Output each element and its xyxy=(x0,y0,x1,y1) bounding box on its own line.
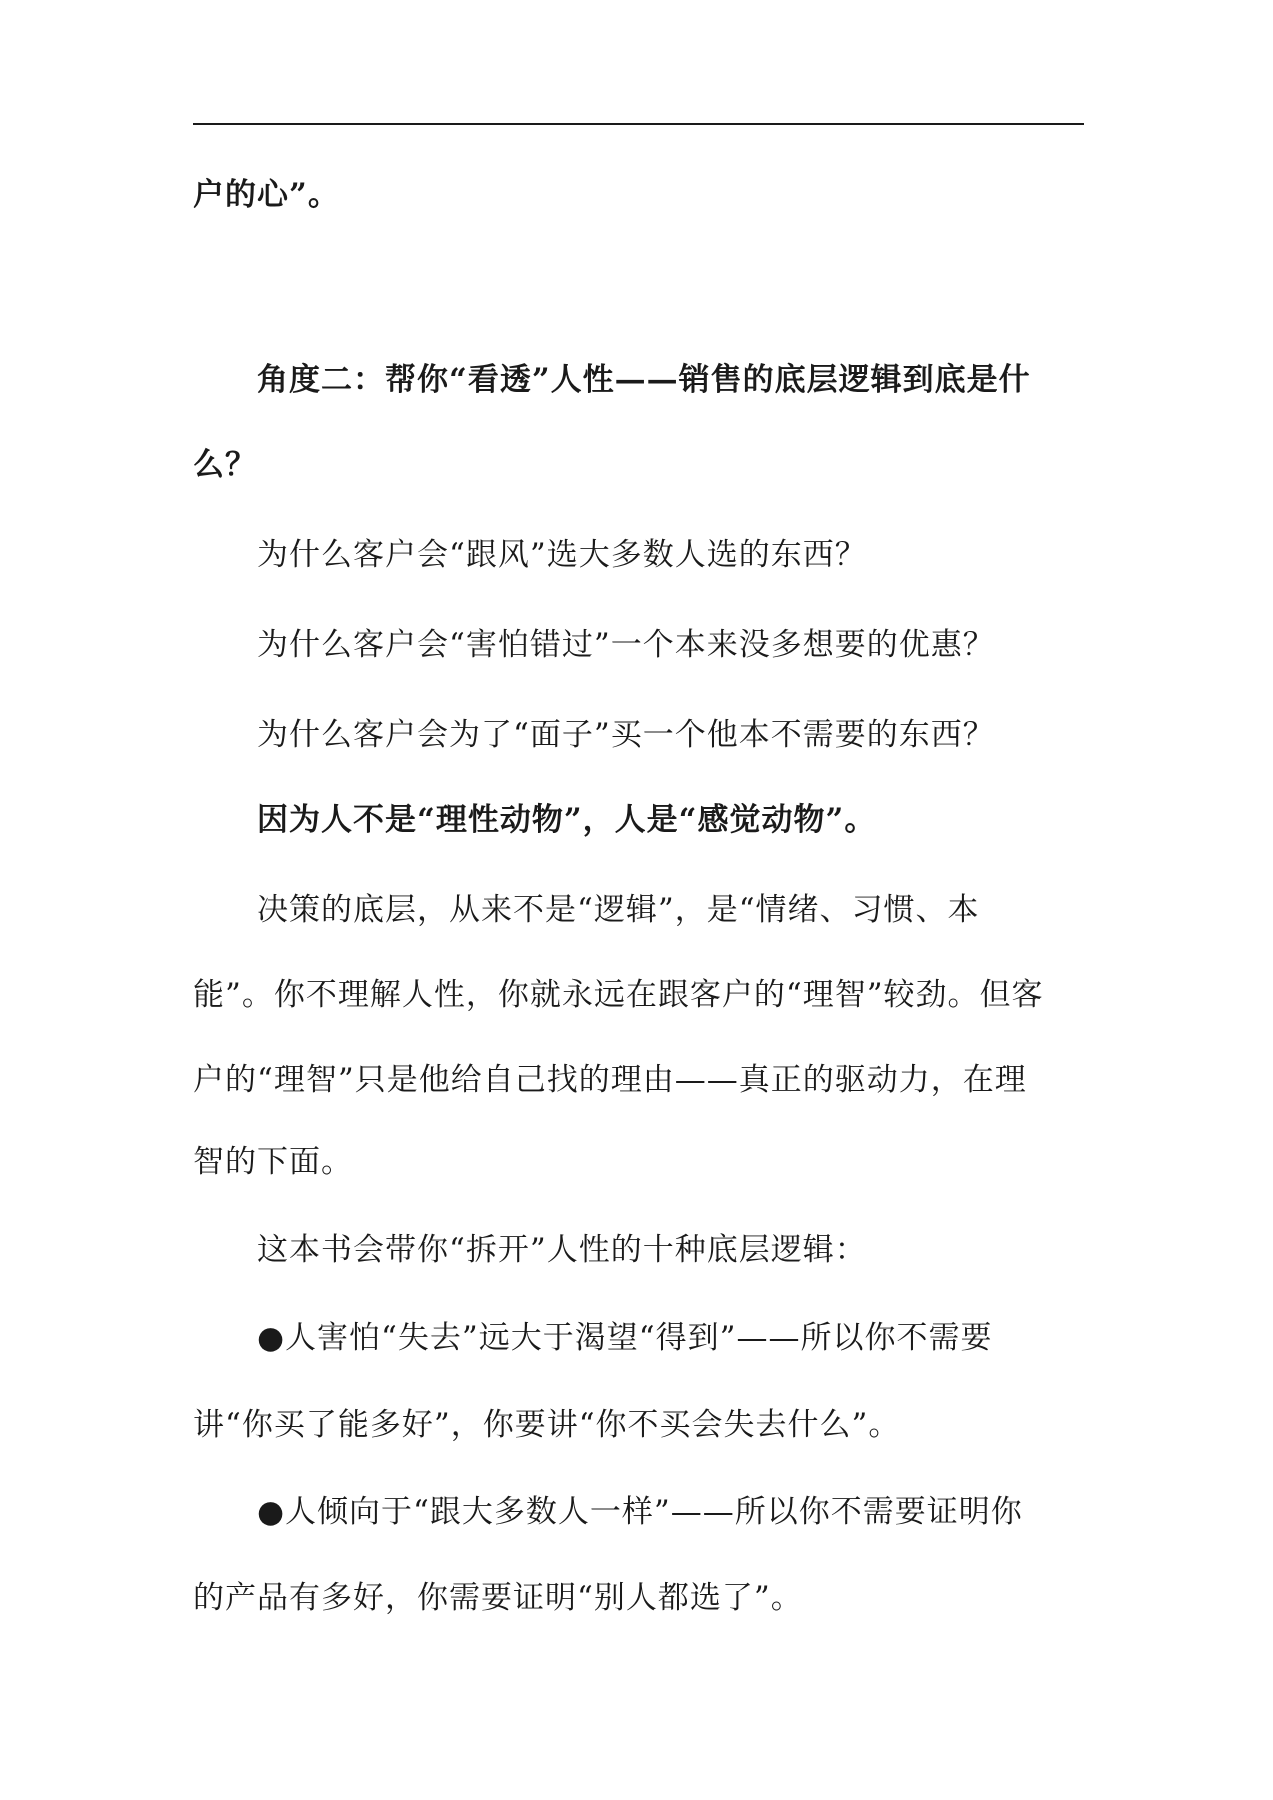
paragraph-line: 户的“理智”只是他给自己找的理由——真正的驱动力，在理 xyxy=(193,1062,1027,1098)
section-heading: 角度二：帮你“看透”人性——销售的底层逻辑到底是什 xyxy=(257,362,1031,398)
paragraph-line: 智的下面。 xyxy=(193,1144,353,1180)
bullet-item-continued: 讲“你买了能多好”，你要讲“你不买会失去什么”。 xyxy=(193,1407,901,1443)
bullet-item: ●人害怕“失去”远大于渴望“得到”——所以你不需要 xyxy=(257,1320,993,1356)
paragraph-line: 能”。你不理解人性，你就永远在跟客户的“理智”较劲。但客 xyxy=(193,977,1044,1013)
question-line: 为什么客户会为了“面子”买一个他本不需要的东西？ xyxy=(257,717,995,753)
bullet-item-continued: 的产品有多好，你需要证明“别人都选了”。 xyxy=(193,1580,803,1616)
question-line: 为什么客户会“跟风”选大多数人选的东西？ xyxy=(257,537,867,573)
section-heading-continued: 么？ xyxy=(193,447,257,483)
key-statement: 因为人不是“理性动物”，人是“感觉动物”。 xyxy=(257,802,877,838)
header-rule xyxy=(193,123,1084,125)
bullet-item: ●人倾向于“跟大多数人一样”——所以你不需要证明你 xyxy=(257,1494,1023,1530)
paragraph-line: 这本书会带你“拆开”人性的十种底层逻辑： xyxy=(257,1232,867,1268)
question-line: 为什么客户会“害怕错过”一个本来没多想要的优惠？ xyxy=(257,627,995,663)
paragraph-line: 户的心”。 xyxy=(193,177,340,213)
paragraph-line: 决策的底层，从来不是“逻辑”，是“情绪、习惯、本 xyxy=(257,892,980,928)
